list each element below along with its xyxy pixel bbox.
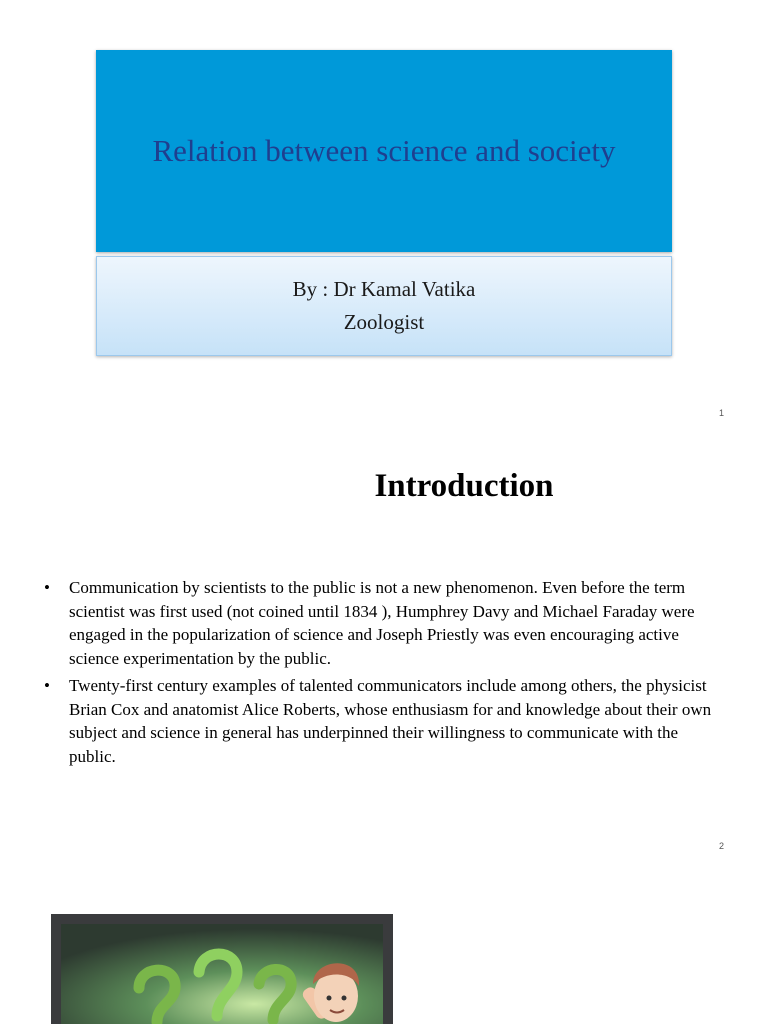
intro-heading: Introduction [374, 468, 554, 504]
title-banner [96, 50, 672, 252]
slide-title: Relation between science and society [152, 133, 616, 168]
role-line: Zoologist [343, 310, 425, 334]
bullet-text: Communication by scientists to the public is not a new phenomenon. Even before the term scientist was first used (not coined until 1834 ), Humphrey Davy and Michael Faraday were engaged in the popularization of science and Joseph Priestly was even encouraging active science experimentation by the public. [69, 578, 695, 668]
subtitle-box [96, 256, 672, 356]
page-number-2: 2 [719, 841, 725, 851]
question-marks-image [51, 914, 393, 1024]
bullet-list [44, 576, 714, 772]
bullet-item [44, 674, 714, 768]
page-number-1: 1 [719, 408, 725, 418]
question-marks-illustration [51, 914, 393, 1024]
bullet-item [44, 576, 714, 670]
bullet-dot: • [44, 578, 50, 597]
bullet-text: Twenty-first century examples of talented communicators include among others, the physicist Brian Cox and anatomist Alice Roberts, whose enthusiasm for and knowledge about their own subject and science in general has underpinned their willingness to communicate with the public. [69, 676, 712, 766]
bullet-dot: • [44, 676, 50, 695]
author-line: By : Dr Kamal Vatika [292, 277, 476, 301]
